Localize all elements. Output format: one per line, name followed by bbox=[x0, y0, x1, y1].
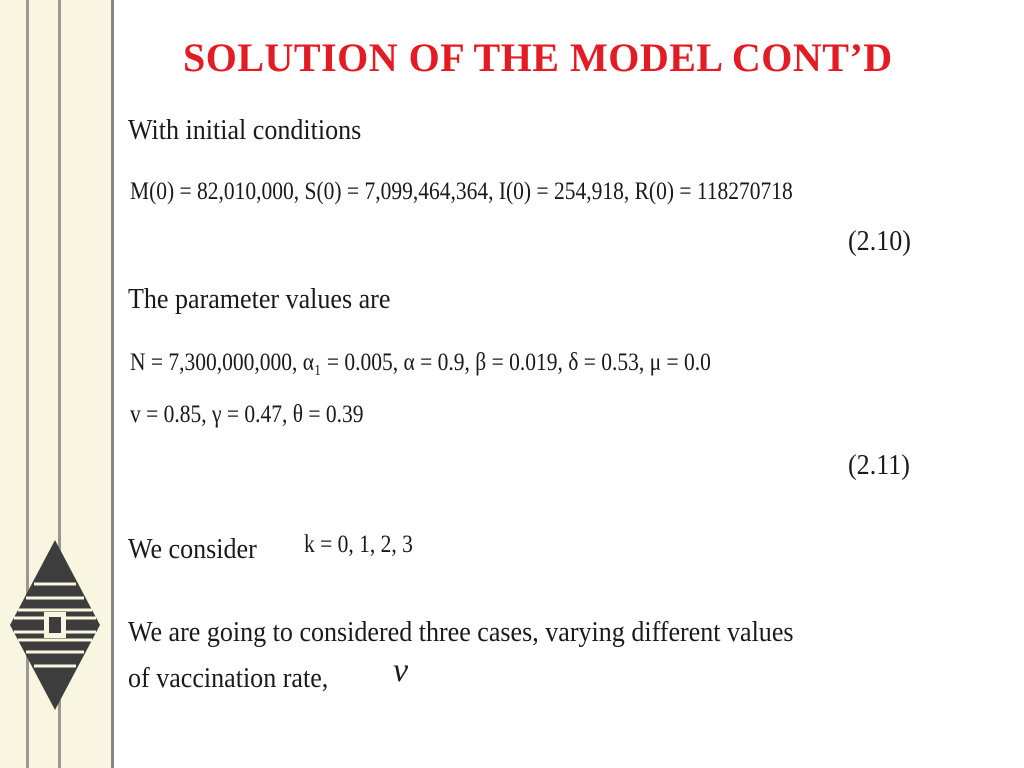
param-intro-text: The parameter values are bbox=[128, 284, 391, 315]
k-values-equation: k = 0, 1, 2, 3 bbox=[304, 531, 413, 558]
params-equation-line1: N = 7,300,000,000, α₁ = 0.005, α = 0.9, β = 0.019, δ = 0.53, μ = 0.0 bbox=[130, 349, 711, 376]
consider-label: We consider bbox=[128, 534, 257, 565]
cases-text-line2: of vaccination rate, bbox=[128, 663, 329, 694]
initial-conditions-clip bbox=[130, 178, 982, 218]
cases-text-line1: We are going to considered three cases, varying different values bbox=[128, 617, 794, 648]
params-equation-line2: v = 0.85, γ = 0.47, θ = 0.39 bbox=[130, 401, 364, 428]
equation-number-2-11: (2.11) bbox=[848, 450, 910, 481]
vaccination-rate-symbol: v bbox=[393, 652, 409, 689]
initial-conditions-equation: M(0) = 82,010,000, S(0) = 7,099,464,364, I(0) = 254,918, R(0) = 118270718 bbox=[130, 178, 793, 205]
equation-number-2-10: (2.10) bbox=[848, 226, 911, 257]
params-line1-clip bbox=[130, 349, 982, 389]
slide-title: SOLUTION OF THE MODEL CONT’D bbox=[183, 35, 893, 80]
intro-text: With initial conditions bbox=[128, 115, 362, 146]
